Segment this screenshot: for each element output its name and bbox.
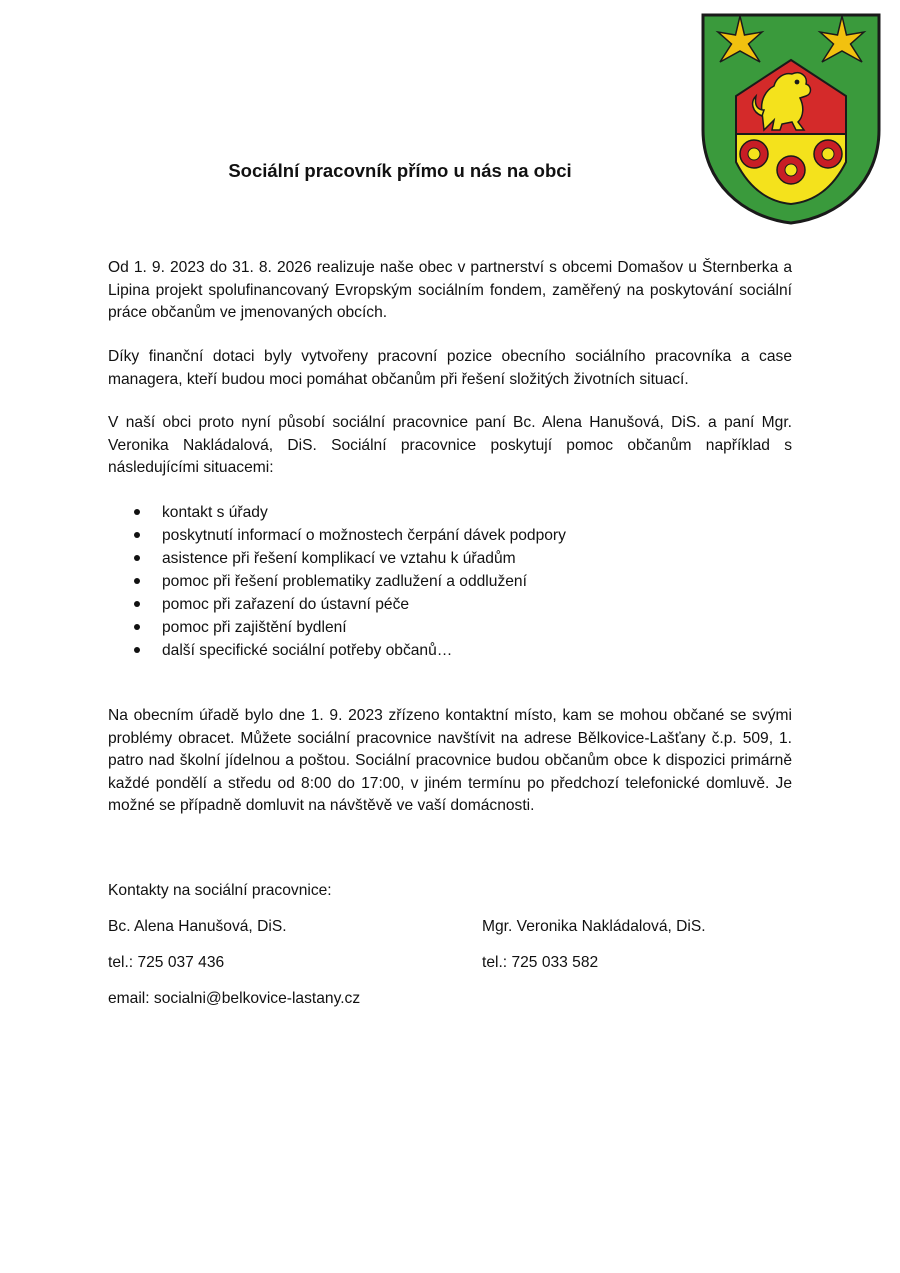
situations-list: [108, 501, 708, 662]
list-item: poskytnutí informací o možnostech čerpání dávek podpory: [108, 524, 708, 547]
list-item: pomoc při řešení problematiky zadlužení a oddlužení: [108, 570, 708, 593]
page-title: Sociální pracovník přímo u nás na obci: [228, 160, 572, 181]
contacts-heading: Kontakty na sociální pracovnice:: [108, 882, 332, 899]
contact-email: email: socialni@belkovice-lastany.cz: [108, 990, 361, 1007]
rose-center-icon: [777, 156, 805, 184]
contact-2-phone: tel.: 725 033 582: [482, 954, 599, 971]
list-item: asistence při řešení komplikací ve vztahu k úřadům: [108, 547, 708, 570]
contact-1-name: Bc. Alena Hanušová, DiS.: [108, 918, 287, 935]
list-item: další specifické sociální potřeby občanů…: [108, 639, 708, 662]
paragraph-contact-point: Na obecním úřadě bylo dne 1. 9. 2023 zřízeno kontaktní místo, kam se mohou občané se svými problémy obracet. Můžete sociální pracovnice navštívit na adrese Bělkovice-Lašťany č.p. 509, 1. patro nad školní jídelnou a poštou. Sociální pracovnice budou občanům obce k dispozici primárně každé pondělí a středu od 8:00 do 17:00, v jiném termínu po předchozí telefonické domluvě. Je možné se případně domluvit na návštěvě ve vaší domácnosti.: [108, 707, 792, 814]
contact-1-phone: tel.: 725 037 436: [108, 954, 225, 971]
paragraph-funding: Díky finanční dotaci byly vytvořeny pracovní pozice obecního sociálního pracovníka a case managera, kteří budou moci pomáhat občanům při řešení složitých životních situací.: [108, 348, 792, 388]
coat-of-arms-icon: [700, 12, 882, 226]
rose-left-icon: [740, 140, 768, 168]
list-item: kontakt s úřady: [108, 501, 708, 524]
paragraph-intro: Od 1. 9. 2023 do 31. 8. 2026 realizuje naše obec v partnerství s obcemi Domašov u Šternberka a Lipina projekt spolufinancovaný Evropským sociálním fondem, zaměřený na poskytování sociální práce občanům ve jmenovaných obcích.: [108, 259, 792, 321]
list-item: pomoc při zajištění bydlení: [108, 616, 708, 639]
list-item: pomoc při zařazení do ústavní péče: [108, 593, 708, 616]
paragraph-workers: V naší obci proto nyní působí sociální pracovnice paní Bc. Alena Hanušová, DiS. a paní Mgr. Veronika Nakládalová, DiS. Sociální pracovnice poskytují pomoc občanům například s následujícími situacemi:: [108, 414, 792, 476]
contact-2-name: Mgr. Veronika Nakládalová, DiS.: [482, 918, 706, 935]
rose-right-icon: [814, 140, 842, 168]
